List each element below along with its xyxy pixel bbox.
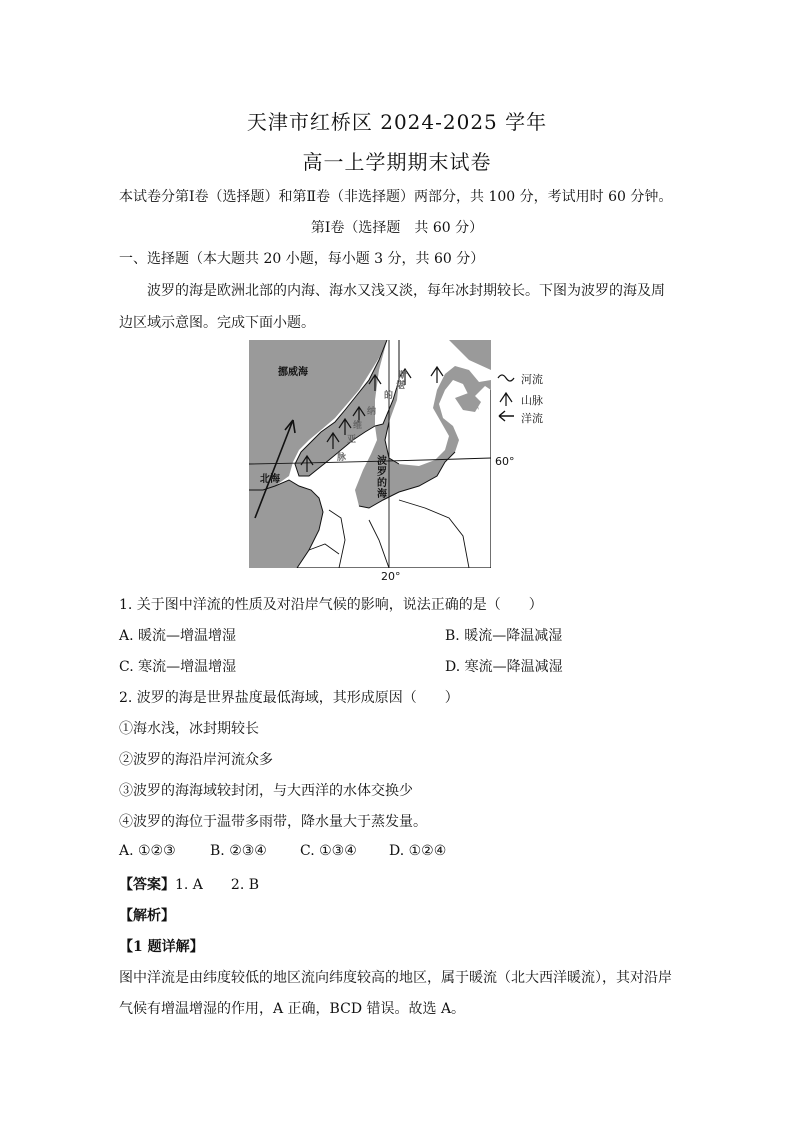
- q1-stem: 1. 关于图中洋流的性质及对沿岸气候的影响，说法正确的是（ ）: [119, 597, 543, 613]
- q2-item-1: ①海水浅，冰封期较长: [119, 721, 259, 737]
- q2-option-d: D. ①②④: [389, 843, 447, 859]
- baltic-sea-map: [249, 340, 491, 568]
- mountain-label-2: 亚: [347, 435, 357, 445]
- mountain-label-4: 纳: [367, 407, 377, 417]
- latitude-60-label: 60°: [495, 455, 515, 468]
- current-arrow-icon: [499, 411, 514, 421]
- legend-mountain: 山脉: [521, 394, 543, 407]
- answer-label: 【答案】: [119, 877, 175, 893]
- mountain-label-3: 维: [353, 421, 363, 431]
- detail1-line-2: 气候有增温增湿的作用，A 正确，BCD 错误。故选 A。: [119, 1001, 466, 1017]
- mountain-label-6: 堪: [396, 381, 406, 391]
- q1-option-a: A. 暖流—增温增湿: [119, 628, 237, 644]
- label-north-sea: 北海: [260, 474, 280, 485]
- answer-text: 1. A 2. B: [175, 877, 260, 893]
- mountain-label-5: 的: [384, 391, 394, 401]
- label-baltic-4: 海: [377, 489, 387, 500]
- q1-option-b: B. 暖流—降温减湿: [445, 628, 563, 644]
- q2-item-3: ③波罗的海海域较封闭，与大西洋的水体交换少: [119, 783, 413, 799]
- section1-heading: 一、选择题（本大题共 20 小题，每小题 3 分，共 60 分）: [119, 251, 485, 267]
- mountain-label-1: 脉: [337, 453, 347, 463]
- legend-river: 河流: [521, 373, 543, 386]
- legend-symbols: [496, 370, 516, 430]
- label-norwegian-sea: 挪威海: [278, 367, 308, 378]
- mountain-icon: [500, 393, 512, 406]
- q2-stem: 2. 波罗的海是世界盐度最低海域，其形成原因（ ）: [119, 690, 459, 706]
- part1-title: 第Ⅰ卷（选择题 共 60 分）: [310, 220, 484, 236]
- detail1-label: 【1 题详解】: [119, 939, 204, 955]
- q2-item-2: ②波罗的海沿岸河流众多: [119, 752, 273, 768]
- q2-option-c: C. ①③④: [300, 843, 357, 859]
- mountain-label-7: 斯: [398, 371, 408, 381]
- detail1-line-1: 图中洋流是由纬度较低的地区流向纬度较高的地区，属于暖流（北大西洋暖流），其对沿岸: [119, 970, 672, 986]
- q2-option-b: B. ②③④: [210, 843, 267, 859]
- title-line-1: 天津市红桥区 2024-2025 学年: [246, 110, 548, 134]
- legend-current: 洋流: [521, 412, 543, 425]
- label-baltic-2: 罗: [377, 467, 387, 478]
- q2-option-a: A. ①②③: [119, 843, 176, 859]
- q1-option-d: D. 寒流—降温减湿: [445, 659, 563, 675]
- title-line-2: 高一上学期期末试卷: [302, 150, 492, 174]
- passage-line-2: 边区域示意图。完成下面小题。: [119, 315, 315, 331]
- river-icon: [498, 375, 514, 381]
- label-baltic-1: 波: [377, 456, 387, 467]
- label-baltic-3: 的: [377, 478, 387, 489]
- q1-option-c: C. 寒流—增温增湿: [119, 659, 237, 675]
- analysis-label: 【解析】: [119, 908, 175, 924]
- q2-item-4: ④波罗的海位于温带多雨带，降水量大于蒸发量。: [119, 814, 427, 830]
- longitude-20-label: 20°: [381, 570, 401, 583]
- passage-line-1: 波罗的海是欧洲北部的内海、海水又浅又淡，每年冰封期较长。下图为波罗的海及周: [147, 283, 665, 299]
- exam-intro: 本试卷分第Ⅰ卷（选择题）和第Ⅱ卷（非选择题）两部分，共 100 分，考试用时 60 分钟。: [119, 189, 673, 205]
- answer-block: [119, 874, 259, 894]
